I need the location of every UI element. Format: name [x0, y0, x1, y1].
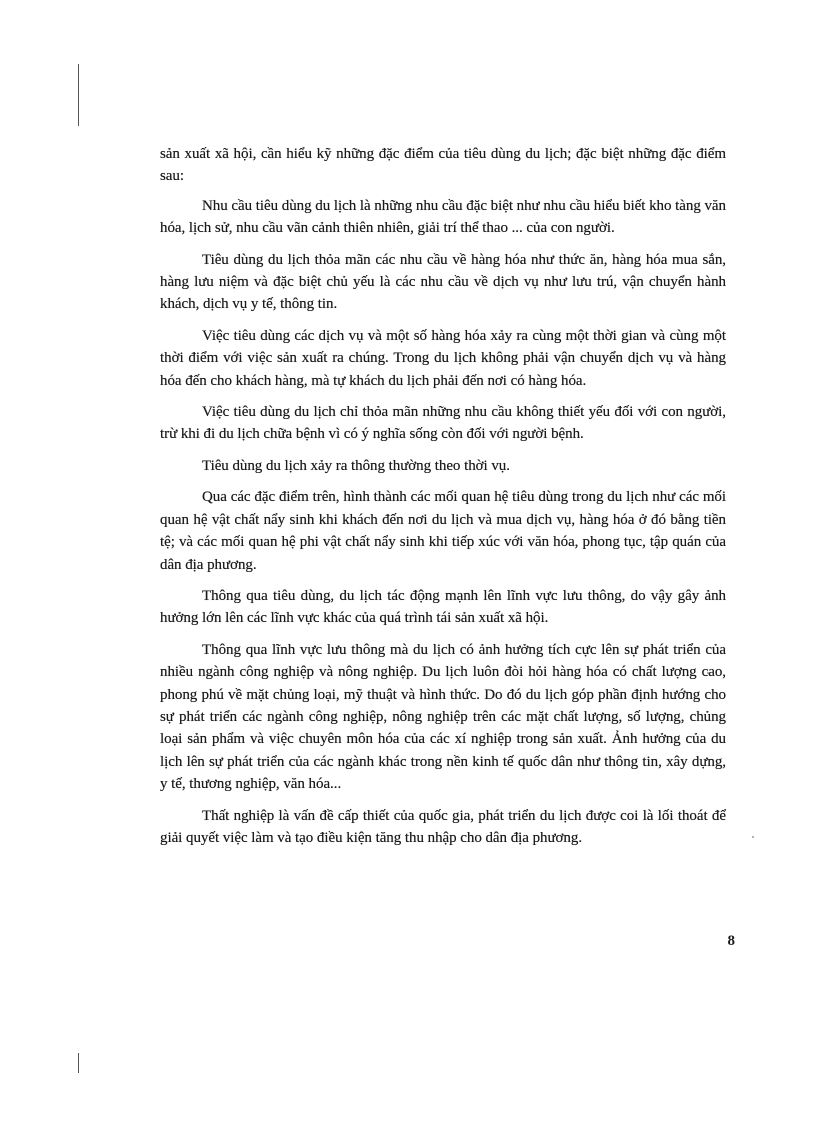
paragraph-relations: Qua các đặc điểm trên, hình thành các mối quan hệ tiêu dùng trong du lịch như các mối quan hệ vật chất nẩy sinh khi khách đến nơi du lịch và mua dịch vụ, hàng hóa ở đó bằng tiền tệ; và các mối quan hệ phi vật chất nẩy sinh khi tiếp xúc với văn hóa, phong tục, tập quán của dân địa phương. [160, 489, 726, 573]
scan-margin-mark [78, 64, 79, 126]
paragraph-intro: sản xuất xã hội, cần hiểu kỹ những đặc điểm của tiêu dùng du lịch; đặc biệt những đặc điểm sau: [160, 146, 726, 185]
paragraph-needs: Nhu cầu tiêu dùng du lịch là những nhu cầu đặc biệt như nhu cầu hiểu biết kho tàng văn hóa, lịch sử, nhu cầu vãn cảnh thiên nhiên, giải trí thể thao ... của con người. [160, 197, 726, 237]
paragraph-industry-impact: Thông qua lĩnh vực lưu thông mà du lịch có ảnh hưởng tích cực lên sự phát triển của nhiều ngành công nghiệp và nông nghiệp. Du lịch luôn đòi hỏi hàng hóa có chất lượng cao, phong phú về mặt chủng loại, mỹ thuật và hình thức. Do đó du lịch góp phần định hướng cho sự phát triển các ngành công nghiệp, nông nghiệp trên các mặt chất lượng, số lượng, chủng loại sản phẩm và việc chuyên môn hóa của các xí nghiệp trong sản xuất. Ảnh hưởng của du lịch lên sự phát triển của các ngành khác trong nền kinh tế quốc dân như thông tin, xây dựng, y tế, thương nghiệp, văn hóa... [160, 641, 726, 793]
scan-margin-mark [78, 1053, 79, 1073]
paragraph-goods: Tiêu dùng du lịch thỏa mãn các nhu cầu về hàng hóa như thức ăn, hàng hóa mua sắn, hàng lưu niệm và đặc biệt chủ yếu là các nhu cầu về dịch vụ như lưu trú, vận chuyển hành khách, dịch vụ y tế, thông tin. [160, 251, 726, 313]
paragraph-seasonal: Tiêu dùng du lịch xảy ra thông thường theo thời vụ. [202, 457, 510, 474]
paragraph-circulation: Thông qua tiêu dùng, du lịch tác động mạnh lên lĩnh vực lưu thông, do vậy gây ảnh hưởng lớn lên các lĩnh vực khác của quá trình tái sản xuất xã hội. [160, 587, 726, 627]
page-number: 8 [727, 933, 735, 949]
paragraph-nonessential: Việc tiêu dùng du lịch chỉ thỏa mãn những nhu cầu không thiết yếu đối với con người, trừ khi đi du lịch chữa bệnh vì có ý nghĩa sống còn đối với người bệnh. [160, 404, 726, 443]
page-body [160, 143, 726, 858]
paragraph-unemployment: Thất nghiệp là vấn đề cấp thiết của quốc gia, phát triển du lịch được coi là lối thoát để giải quyết việc làm và tạo điều kiện tăng thu nhập cho dân địa phương. [160, 807, 726, 846]
scan-speck [752, 836, 754, 838]
paragraph-simultaneity: Việc tiêu dùng các dịch vụ và một số hàng hóa xảy ra cùng một thời gian và cùng một thời điểm với việc sản xuất ra chúng. Trong du lịch không phải vận chuyển dịch vụ và hàng hóa đến cho khách hàng, mà tự khách du lịch phải đến nơi có hàng hóa. [160, 327, 726, 389]
